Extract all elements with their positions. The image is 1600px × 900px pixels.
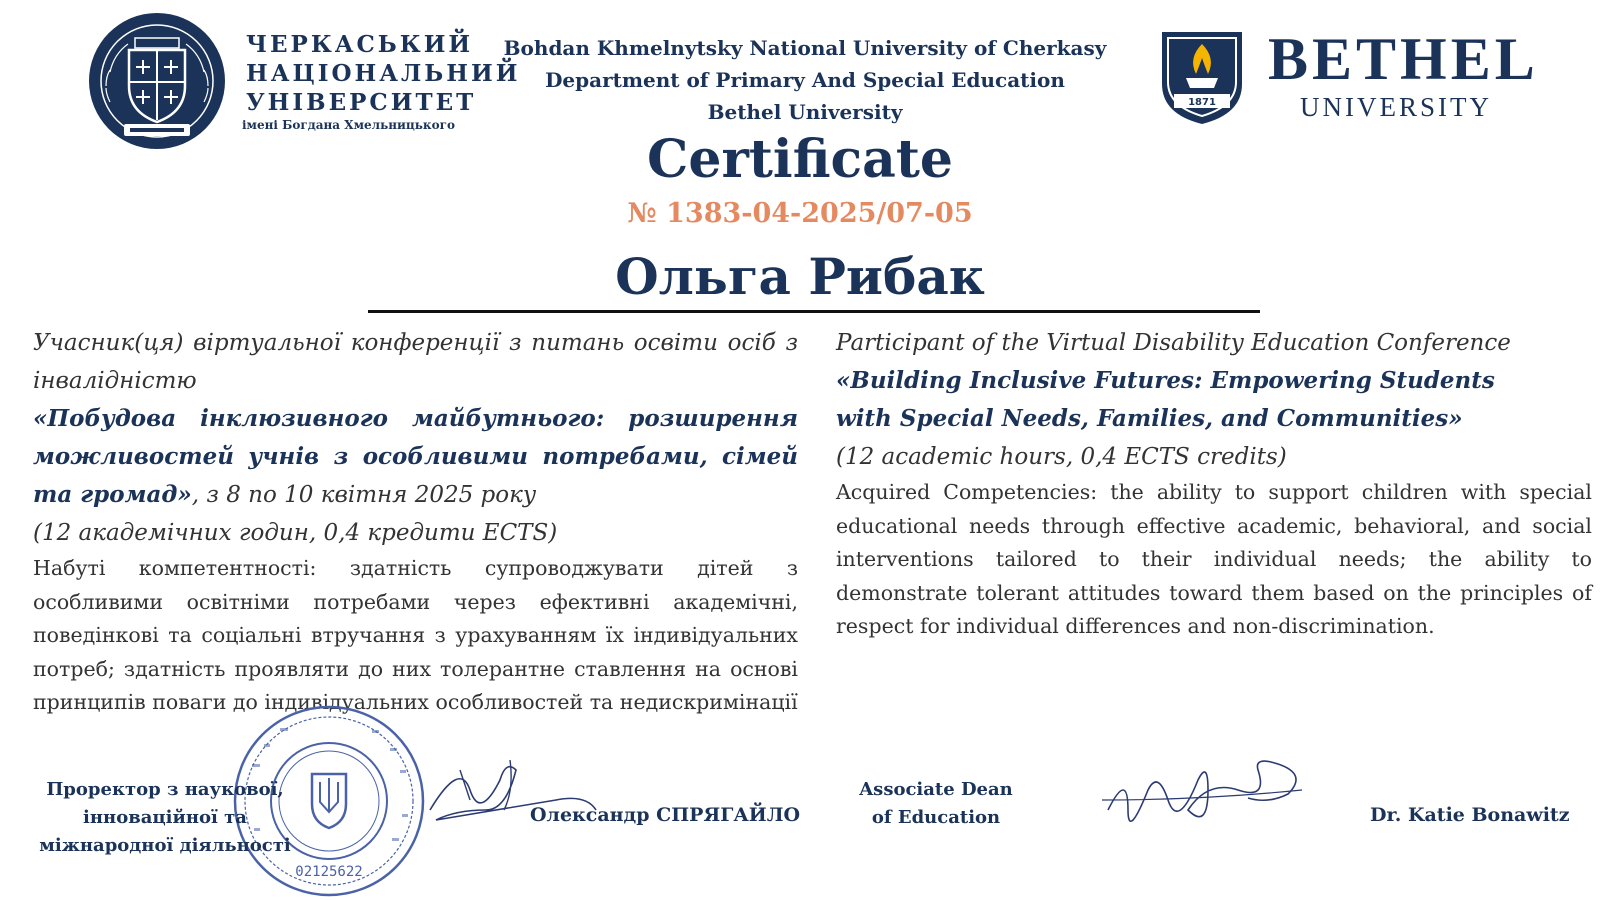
en-hours: (12 academic hours, 0,4 ECTS credits) — [836, 444, 1287, 470]
en-signatory-role — [836, 776, 1036, 832]
ua-signatory-name: Олександр СПРЯГАЙЛО — [530, 804, 801, 826]
cherkasy-logo-line: НАЦІОНАЛЬНИЙ — [246, 60, 521, 87]
en-conference-title-line: «Building Inclusive Futures: Empowering Students — [836, 367, 1495, 394]
ua-hours: (12 академічних годин, 0,4 кредити ECTS) — [33, 520, 558, 546]
ua-conference-block — [33, 400, 798, 514]
stamp-code: 02125622 — [295, 864, 363, 880]
recipient-name: Ольга Рибак — [615, 247, 985, 306]
ua-role-line: Проректор з наукової, — [46, 779, 284, 800]
bethel-crest-icon — [1158, 26, 1246, 126]
ua-signature-icon — [410, 750, 600, 850]
cherkasy-logo-line: ЧЕРКАСЬКИЙ — [246, 31, 474, 58]
header-line: Bohdan Khmelnytsky National University of Cherkasy — [503, 36, 1107, 60]
ua-role-line: інноваційної та — [83, 807, 247, 828]
name-underline — [368, 310, 1260, 313]
en-signature-icon — [1098, 760, 1328, 850]
ua-conference-title: «Побудова інклюзивного майбутнього: розширення можливостей учнів з особливими потребами, сімей та громад» — [33, 405, 798, 508]
en-signatory-name: Dr. Katie Bonawitz — [1370, 804, 1570, 826]
english-text-column — [836, 324, 1592, 644]
header-line: Bethel University — [707, 100, 903, 124]
header-institutions — [480, 32, 1130, 128]
certificate-title: Certificate — [647, 129, 953, 190]
certificate-number: № 1383-04-2025/07-05 — [627, 198, 973, 229]
header-line: Department of Primary And Special Education — [545, 68, 1065, 92]
ua-competencies: Набуті компетентності: здатність супроводжувати дітей з особливими освітніми потребами через ефективні академічні, поведінкові та соціальні втручання з урахуванням їх індивідуальних потреб; здатність проявляти до них толерантне ставлення на основі принципів поваги до індивідуальних особливостей та недискримінації — [33, 556, 798, 714]
ua-role-line: міжнародної діяльності — [39, 835, 291, 856]
ua-intro: Учасник(ця) віртуальної конференції з питань освіти осіб з інвалідністю — [33, 330, 798, 394]
en-competencies: Acquired Competencies: the ability to support children with special educational needs through effective academic, behavioral, and social interventions tailored to their individual needs; the ability to demonstrate tolerant attitudes toward them based on the principles of respect for individual differences and non-discrimination. — [836, 480, 1592, 638]
cherkasy-university-wordmark — [242, 30, 521, 133]
bethel-university-label: UNIVERSITY — [1300, 92, 1492, 122]
ua-dates: , з 8 по 10 квітня 2025 року — [191, 482, 537, 508]
cherkasy-logo-subline: імені Богдана Хмельницького — [242, 118, 455, 132]
ukrainian-text-column — [33, 324, 798, 720]
ua-signatory-role — [30, 776, 300, 860]
bethel-wordmark: BETHEL — [1268, 26, 1539, 92]
en-intro: Participant of the Virtual Disability Education Conference — [836, 330, 1511, 356]
cherkasy-logo-line: УНІВЕРСИТЕТ — [246, 89, 477, 116]
en-role-line: Associate Dean — [859, 779, 1013, 800]
en-role-line: of Education — [871, 807, 1001, 828]
bethel-crest-year: 1871 — [1188, 97, 1216, 108]
en-conference-title-line: with Special Needs, Families, and Communities» — [836, 405, 1463, 432]
